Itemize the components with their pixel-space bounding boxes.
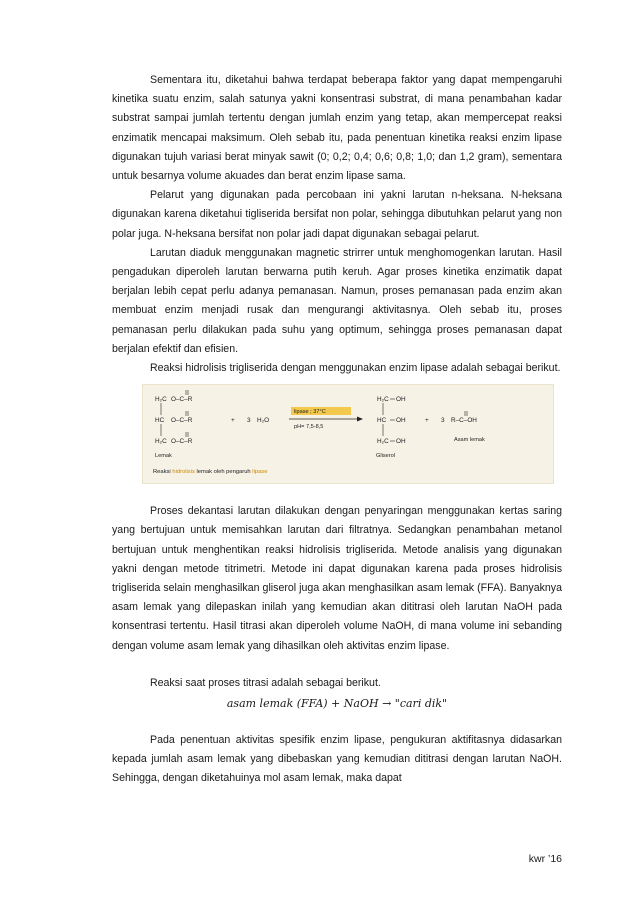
triglyceride-structure <box>155 390 193 459</box>
caption-hydrolysis: hidrolisis <box>172 469 195 476</box>
water-molecule: H₂O <box>257 417 270 425</box>
lemak-row1-ester: O–C–R <box>171 396 193 404</box>
gliserol-row2-ch: HC <box>377 417 387 425</box>
paragraph-substrate-kinetics: Sementara itu, diketahui bahwa terdapat beberapa faktor yang dapat mempengaruhi kinetika suatu enzim, salah satunya yakni konsentrasi substrat, di mana penambahan kadar substrat sampai jumlah tertentu dengan jumlah enzim yang tetap, akan mempercepat reaksi enzimatik mencapai maksimum. Oleh sebab itu, pada penentuan kinetika reaksi enzim lipase digunakan tujuh variasi berat minyak sawit (0; 0,2; 0,4; 0,6; 0,8; 1,0; dan 1,2 gram), sementara untuk besarnya volume akuades dan berat enzim lipase sama. <box>112 74 562 183</box>
plus-sign-left: + <box>231 417 235 425</box>
lemak-row2-ester: O–C–R <box>171 417 193 425</box>
lemak-row1-ch2: H₂C <box>155 396 167 404</box>
fatty-acid-formula: R–C–OH <box>451 417 477 425</box>
label-gliserol: Gliserol <box>376 453 395 460</box>
lemak-row2-ch: HC <box>155 417 165 425</box>
caption-part-2: lemak oleh pengaruh <box>194 469 253 476</box>
label-lemak: Lemak <box>155 453 172 460</box>
reaction-arrow <box>289 407 363 430</box>
gliserol-row3-ch2: H₂C <box>377 438 389 446</box>
arrow-condition-bottom: pH= 7,5-8,5 <box>294 424 324 431</box>
page-footer: kwr ’16 <box>528 853 562 865</box>
acid-coefficient: 3 <box>441 417 445 425</box>
gliserol-row1-ch2: H₂C <box>377 396 389 404</box>
caption-lipase: lipase <box>252 469 268 476</box>
lemak-row3-ester: O–C–R <box>171 438 193 446</box>
figure-caption <box>153 469 267 475</box>
arrow-condition-top: lipase ; 37°C <box>294 409 326 416</box>
gliserol-row3-oh: OH <box>396 438 406 446</box>
paragraph-titration-intro: Reaksi saat proses titrasi adalah sebagai berikut. <box>150 676 381 689</box>
water-coefficient: 3 <box>247 417 251 425</box>
spacer <box>112 484 562 502</box>
spacer <box>112 656 562 674</box>
lemak-row3-ch2: H₂C <box>155 438 167 446</box>
glycerol-structure <box>376 396 406 459</box>
paragraph-titrimetry: Proses dekantasi larutan dilakukan dengan penyaringan menggunakan kertas saring yang bertujuan untuk memisahkan larutan dari filtratnya. Sedangkan penambahan metanol bertujuan untuk menghentikan reaksi hidrolisis trigliserida. Metode analisis yang digunakan yakni dengan metode titrimetri. Metode ini dapat digunakan karena pada proses hidrolisis trigliserida selain menghasilkan gliserol juga akan menghasilkan asam lemak (FFA). Banyaknya asam lemak yang dilepaskan inilah yang kemudian akan dititrasi oleh larutan NaOH pada konsentrasi tertentu. Hasil titrasi akan diperoleh volume NaOH, di mana volume ini sebanding dengan volume asam lemak yang dihasilkan oleh aktivitas enzim lipase. <box>112 505 562 652</box>
gliserol-row2-oh: OH <box>396 417 406 425</box>
caption-part-1: Reaksi <box>153 469 173 476</box>
fatty-acid-structure <box>451 411 485 443</box>
paragraph-hydrolysis-intro: Reaksi hidrolisis trigliserida dengan menggunakan enzim lipase adalah sebagai berikut. <box>150 362 561 375</box>
label-asam-lemak: Asam lemak <box>454 437 485 444</box>
paragraph-specific-activity: Pada penentuan aktivitas spesifik enzim lipase, pengukuran aktifitasnya didasarkan kepada jumlah asam lemak yang dibebaskan yang kemudian dititrasi dengan larutan NaOH. Sehingga, dengan diketahuinya mol asam lemak, maka dapat <box>112 734 562 785</box>
titration-equation: asam lemak (FFA) + NaOH → "cari dik" <box>226 697 448 711</box>
hydrolysis-reaction-figure <box>142 384 554 484</box>
paragraph-solvent: Pelarut yang digunakan pada percobaan ini yakni larutan n-heksana. N-heksana digunakan karena diketahui tigliserida bersifat non polar, sehingga dibutuhkan pelarut yang non polar juga. N-heksana bersifat non polar jadi dapat digunakan sebagai pelarut. <box>112 189 562 240</box>
gliserol-row1-oh: OH <box>396 396 406 404</box>
spacer <box>112 713 562 731</box>
reaction-scheme <box>143 385 553 483</box>
plus-sign-right: + <box>425 417 429 425</box>
paragraph-heating: Larutan diaduk menggunakan magnetic strirrer untuk menghomogenkan larutan. Hasil pengadukan diperoleh larutan berwarna putih keruh. Agar proses kinetika enzimatik dapat berjalan lebih cepat perlu adanya pemanasan. Namun, proses pemanasan pada enzim akan membuat enzim menjadi rusak dan mengurangi aktivitasnya. Oleh sebab itu, proses pemanasan perlu dilakukan pada suhu yang optimum, sehingga proses pemanasan dapat berjalan efektif dan efisien. <box>112 246 562 355</box>
document-body <box>112 71 562 789</box>
